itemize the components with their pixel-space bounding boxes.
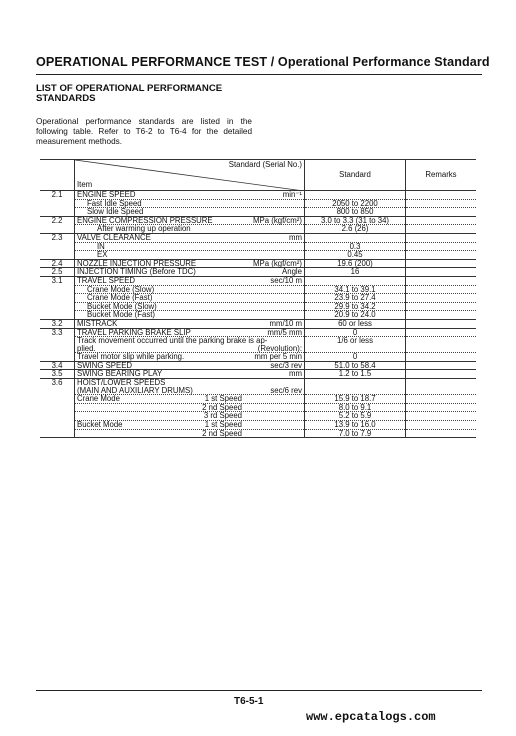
remarks-cell	[406, 421, 477, 430]
item-cell	[75, 191, 305, 200]
serial-number	[40, 421, 75, 430]
standard-value	[305, 191, 406, 200]
item-label: plied.	[77, 343, 96, 353]
table-row	[40, 421, 476, 430]
table-row	[40, 294, 476, 303]
remarks-cell	[406, 328, 477, 337]
item-label: MISTRACK	[77, 318, 118, 328]
item-unit: (Revolution):	[257, 343, 302, 353]
remarks-cell	[406, 370, 477, 379]
standard-value: 0.45	[305, 251, 406, 260]
standard-value: 15.9 to 18.7	[305, 395, 406, 404]
remarks-cell	[406, 395, 477, 404]
remarks-cell	[406, 319, 477, 328]
serial-number: 2.4	[40, 259, 75, 268]
header-item: Item	[77, 180, 93, 190]
item-cell	[75, 421, 305, 430]
item-label: SWING BEARING PLAY	[77, 369, 163, 379]
item-cell	[75, 276, 305, 285]
item-label: Crane Mode (Fast)	[87, 293, 153, 303]
remarks-cell	[406, 276, 477, 285]
standard-value: 16	[305, 268, 406, 277]
remarks-cell	[406, 268, 477, 277]
item-unit: mm	[289, 369, 302, 379]
item-unit: sec/6 rev	[270, 385, 302, 395]
serial-number	[40, 251, 75, 260]
standard-value	[305, 276, 406, 285]
table-row	[40, 191, 476, 200]
standard-value: 0	[305, 328, 406, 337]
header-item-cell	[75, 160, 305, 191]
serial-number	[40, 285, 75, 294]
remarks-cell	[406, 251, 477, 260]
serial-number	[40, 302, 75, 311]
standard-value: 1/6 or less	[305, 337, 406, 345]
remarks-cell	[406, 225, 477, 234]
serial-number	[40, 294, 75, 303]
standard-value: 34.1 to 39.1	[305, 285, 406, 294]
standard-value: 2050 to 2200	[305, 199, 406, 208]
standard-value: 8.0 to 9.1	[305, 403, 406, 412]
item-label: Slow Idle Speed	[87, 207, 144, 217]
remarks-cell	[406, 233, 477, 242]
item-cell	[75, 233, 305, 242]
item-label: ENGINE SPEED	[77, 190, 136, 199]
item-label: Travel motor slip while parking.	[77, 352, 185, 362]
serial-number	[40, 345, 75, 353]
standard-value: 3.0 to 3.3 (31 to 34)	[305, 216, 406, 225]
remarks-cell	[406, 379, 477, 387]
serial-number: 2.2	[40, 216, 75, 225]
serial-number	[40, 395, 75, 404]
standard-value: 23.9 to 27.4	[305, 294, 406, 303]
item-label: Track movement occurred until the parking brake is ap-	[77, 336, 268, 346]
item-label: (MAIN AND AUXILIARY DRUMS)	[77, 385, 193, 395]
item-unit: mm per 5 min	[254, 352, 302, 362]
table-row	[40, 395, 476, 404]
remarks-cell	[406, 191, 477, 200]
page-title: OPERATIONAL PERFORMANCE TEST / Operational Performance Standard	[36, 55, 490, 69]
standard-value: 19.6 (200)	[305, 259, 406, 268]
standard-value: 60 or less	[305, 319, 406, 328]
item-label: Fast Idle Speed	[87, 198, 142, 208]
serial-number	[40, 199, 75, 208]
item-unit: min⁻¹	[282, 190, 302, 199]
page-number: T6-5-1	[234, 696, 264, 707]
item-unit: mm	[289, 232, 302, 242]
header-rule	[36, 74, 482, 75]
remarks-cell	[406, 345, 477, 353]
serial-number: 3.1	[40, 276, 75, 285]
item-label: VALVE CLEARANCE	[77, 232, 151, 242]
serial-number	[40, 403, 75, 412]
item-cell	[75, 294, 305, 303]
item-unit: 2 nd Speed	[202, 402, 242, 412]
standard-value: 29.9 to 34.2	[305, 302, 406, 311]
standard-value: 2.6 (26)	[305, 225, 406, 234]
serial-number: 2.3	[40, 233, 75, 242]
item-unit: MPa (kgf/cm²)	[253, 258, 302, 268]
remarks-cell	[406, 311, 477, 320]
item-unit: MPa (kgf/cm²)	[253, 215, 302, 225]
item-label: IN	[97, 241, 105, 251]
item-unit: 2 nd Speed	[202, 428, 242, 438]
standard-value: 0	[305, 353, 406, 362]
table-header-row	[40, 160, 476, 191]
item-label: NOZZLE INJECTION PRESSURE	[77, 258, 197, 268]
remarks-cell	[406, 285, 477, 294]
serial-number	[40, 242, 75, 251]
item-label: Crane Mode (Slow)	[87, 284, 155, 294]
remarks-cell	[406, 259, 477, 268]
section-title: LIST OF OPERATIONAL PERFORMANCE STANDARDS	[36, 83, 223, 104]
item-label: TRAVEL PARKING BRAKE SLIP	[77, 327, 191, 337]
standards-table	[40, 159, 476, 438]
item-label: TRAVEL SPEED	[77, 275, 136, 285]
serial-number	[40, 429, 75, 438]
standard-value: 0.3	[305, 242, 406, 251]
item-unit: 1 st Speed	[204, 394, 242, 404]
item-label: ENGINE COMPRESSION PRESSURE	[77, 215, 213, 225]
item-cell	[75, 395, 305, 404]
remarks-cell	[406, 208, 477, 217]
serial-number: 3.3	[40, 328, 75, 337]
remarks-cell	[406, 294, 477, 303]
item-unit: sec/3 rev	[270, 360, 302, 370]
item-unit: sec/10 m	[270, 275, 302, 285]
remarks-cell	[406, 242, 477, 251]
standard-value	[305, 379, 406, 387]
footer-rule	[36, 690, 482, 691]
header-remarks: Remarks	[406, 160, 477, 191]
section-intro: Operational performance standards are listed in the following table. Refer to T6-2 to T6-4 for the detailed measurement methods.	[36, 117, 252, 146]
standard-value	[305, 233, 406, 242]
header-standard-serial: Standard (Serial No.)	[228, 160, 302, 169]
serial-number: 3.2	[40, 319, 75, 328]
standard-value: 1.2 to 1.5	[305, 370, 406, 379]
item-unit: mm/5 mm	[267, 327, 302, 337]
remarks-cell	[406, 361, 477, 370]
remarks-cell	[406, 353, 477, 362]
item-label: Bucket Mode (Fast)	[87, 310, 156, 320]
item-unit: 1 st Speed	[204, 420, 242, 430]
table-row	[40, 233, 476, 242]
table-row	[40, 403, 476, 412]
item-cell	[75, 242, 305, 251]
standard-value: 51.0 to 58.4	[305, 361, 406, 370]
header-number-cell	[40, 160, 75, 191]
serial-number: 3.6	[40, 379, 75, 387]
serial-number	[40, 387, 75, 395]
item-cell	[75, 429, 305, 438]
item-label: Bucket Mode (Slow)	[87, 301, 157, 311]
item-label: Bucket Mode	[77, 420, 123, 430]
item-label: After warming up operation	[97, 224, 191, 234]
standard-value: 5.2 to 5.9	[305, 412, 406, 421]
serial-number	[40, 337, 75, 345]
serial-number	[40, 412, 75, 421]
remarks-cell	[406, 412, 477, 421]
item-label: HOIST/LOWER SPEEDS	[77, 378, 166, 388]
item-unit: Angle	[282, 267, 302, 277]
remarks-cell	[406, 302, 477, 311]
watermark-url: www.epcatalogs.com	[306, 710, 436, 724]
item-unit: mm/10 m	[269, 318, 302, 328]
standard-value: 800 to 850	[305, 208, 406, 217]
standard-value: 7.0 to 7.9	[305, 429, 406, 438]
header-standard: Standard	[305, 160, 406, 191]
table-row	[40, 429, 476, 438]
item-label: Crane Mode	[77, 394, 120, 404]
item-unit: 3 rd Speed	[203, 411, 242, 421]
remarks-cell	[406, 387, 477, 395]
remarks-cell	[406, 216, 477, 225]
table-row	[40, 276, 476, 285]
serial-number: 2.1	[40, 191, 75, 200]
standard-value: 13.9 to 16.0	[305, 421, 406, 430]
item-label: SWING SPEED	[77, 360, 133, 370]
serial-number	[40, 208, 75, 217]
standard-value: 20.9 to 24.0	[305, 311, 406, 320]
remarks-cell	[406, 337, 477, 345]
serial-number: 3.4	[40, 361, 75, 370]
remarks-cell	[406, 429, 477, 438]
serial-number: 2.5	[40, 268, 75, 277]
serial-number: 3.5	[40, 370, 75, 379]
remarks-cell	[406, 199, 477, 208]
item-label: EX	[97, 250, 108, 260]
item-label: INJECTION TIMING (Before TDC)	[77, 267, 196, 277]
item-cell	[75, 403, 305, 412]
remarks-cell	[406, 403, 477, 412]
